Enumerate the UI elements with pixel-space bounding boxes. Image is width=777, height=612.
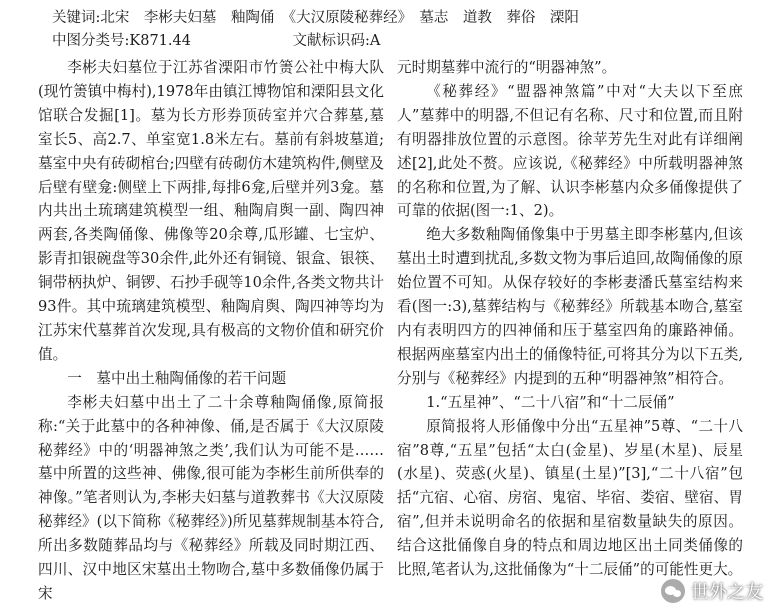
classification-line: 中图分类号:K871.44 文献标识码:A	[52, 33, 381, 49]
right-column	[397, 56, 743, 582]
paragraph: 绝大多数釉陶俑像集中于男墓主即李彬墓内,但该墓出土时遭到扰乱,多数文物为事后追回,故陶俑像的原始位置不可知。从保存较好的李彬妻潘氏墓室结构来看(图一:3),墓葬结构与《秘葬经》所载基本吻合,墓室内有表明四方的四神俑和压于墓室四角的廉路神俑。根据两座墓室内出土的俑像特征,可将其分为以下五类,分别与《秘葬经》内提到的五种“明器神煞”相符合。	[397, 226, 743, 387]
paragraph: 李彬夫妇墓中出土了二十余尊釉陶俑像,原简报称:“关于此墓中的各种神像、俑,是否属于《大汉原陵秘葬经》中的‘明器神煞之类’,我们认为可能不是……墓中所置的这些神、佛像,很可能为李彬生前所供奉的神像。”笔者则认为,李彬夫妇墓与道教葬书《大汉原陵秘葬经》(以下简称《秘葬经》)所见墓葬规制基本符合,所出多数随葬品均与《秘葬经》所载及同时期江西、四川、汉中地区宋墓出土物吻合,墓中多数俑像仍属于宋	[38, 393, 384, 602]
watermark-text: 世外之友	[691, 582, 763, 603]
subsection-heading: 1.“五星神”、“二十八宿”和“十二辰俑”	[426, 393, 675, 411]
paragraph: 李彬夫妇墓位于江苏省溧阳市竹箦公社中梅大队(现竹箦镇中梅村),1978年由镇江博物馆和溧阳县文化馆联合发掘[1]。墓为长方形券顶砖室并穴合葬墓,墓室长5、高2.7、单室宽1.8米左右。墓前有斜坡墓道;墓室中央有砖砌棺台;四壁有砖砌仿木建筑构件,侧壁及后壁有壁龛:侧壁上下两排,每排6龛,后壁并列3龛。墓内共出土琉璃建筑模型一组、釉陶肩舆一副、陶四神两套,各类陶俑像、佛像等20余尊,瓜形罐、七宝炉、影青扣银碗盘等30余件,此外还有铜镜、银盒、银筷、铜带柄执炉、铜锣、石抄手砚等10余件,各类文物共计93件。其中琉璃建筑模型、釉陶肩舆、陶四神等均为江苏宋代墓葬首次发现,具有极高的文物价值和研究价值。	[38, 59, 384, 363]
wechat-icon	[661, 579, 685, 603]
section-heading: 一 墓中出土釉陶俑像的若干问题	[67, 369, 287, 387]
left-column	[38, 56, 384, 606]
paragraph: 元时期墓葬中流行的“明器神煞”。	[397, 59, 617, 76]
paragraph: 原简报将人形俑像中分出“五星神”5尊、“二十八宿”8尊,“五星”包括“太白(金星)、岁星(木星)、辰星(水星)、荧惑(火星)、镇星(土星)”[3],“二十八宿”包括“亢宿、心宿、房宿、鬼宿、毕宿、娄宿、壁宿、胃宿”,但并未说明命名的依据和星宿数量缺失的原因。结合这批俑像自身的特点和周边地区出土同类俑像的比照,笔者认为,这批俑像为“十二辰俑”的可能性更大。	[397, 417, 743, 579]
paragraph: 《秘葬经》“盟器神煞篇”中对“大夫以下至庶人”墓葬中的明器,不但记有名称、尺寸和位置,而且附有明器排放位置的示意图。徐苹芳先生对此有详细阐述[2],此处不赘。应该说,《秘葬经》中所载明器神煞的名称和位置,为了解、认识李彬墓内众多俑像提供了可靠的依据(图一:1、2)。	[397, 82, 743, 220]
keywords-line: 关键词:北宋 李彬夫妇墓 釉陶俑 《大汉原陵秘葬经》 墓志 道教 葬俗 溧阳	[52, 10, 579, 26]
watermark	[661, 578, 763, 604]
